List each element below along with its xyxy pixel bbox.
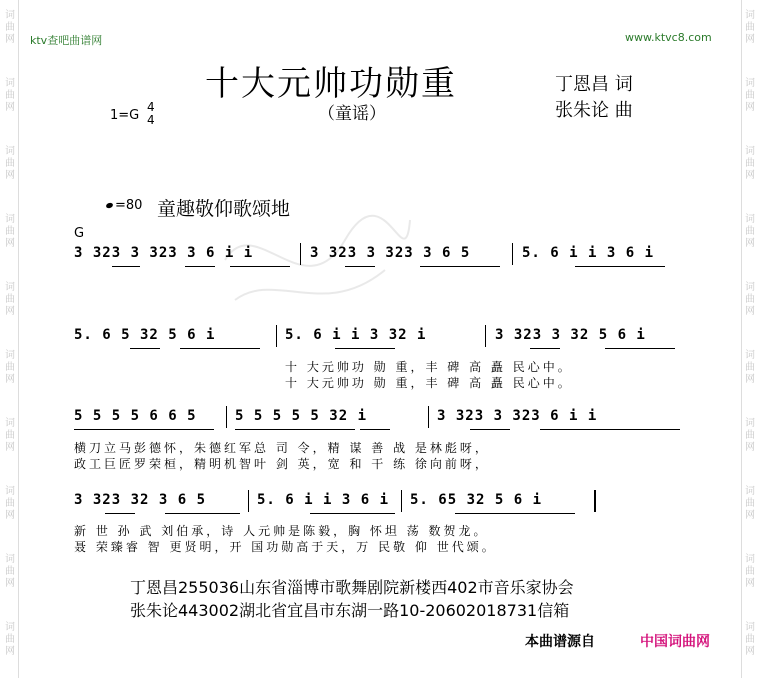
beam-line xyxy=(310,513,395,514)
side-watermark-block: 词 曲 网 xyxy=(5,350,15,385)
side-watermark-block: 词 曲 网 xyxy=(5,78,15,113)
score-measure: 3 323 3 323 3 6 5 xyxy=(310,245,471,261)
beam-line xyxy=(575,266,665,267)
score-measure: 3 323 3 323 6 i i xyxy=(437,408,598,424)
side-watermark-block: 词 曲 网 xyxy=(5,10,15,45)
tempo-marking xyxy=(106,198,142,213)
lyric-line: 新 世 孙 武 刘伯承，诗 人元帅是陈毅，胸 怀坦 荡 数贺龙。 xyxy=(74,524,489,538)
side-watermark-block: 词 曲 网 xyxy=(745,78,755,113)
footer-contact-lyricist: 丁恩昌255036山东省淄博市歌舞剧院新楼西402市音乐家协会 xyxy=(130,578,574,597)
composer-credit: 张朱论 曲 xyxy=(555,100,633,121)
beam-line xyxy=(605,348,675,349)
site-watermark-right: www.ktvc8.com xyxy=(625,31,712,44)
lyric-line: 十 大元帅功 勋 重，丰 碑 高 矗 民心中。 xyxy=(285,376,573,390)
beam-line xyxy=(230,266,290,267)
beam-line xyxy=(345,266,375,267)
lyric-line: 横刀立马彭德怀，朱德红军总 司 令，精 谋 善 战 是林彪呀， xyxy=(74,441,490,455)
time-signature xyxy=(147,101,155,127)
side-watermark-block: 词 曲 网 xyxy=(745,282,755,317)
side-watermark-block: 词 曲 网 xyxy=(5,146,15,181)
side-watermark-block: 词 曲 网 xyxy=(745,350,755,385)
bar-line xyxy=(276,325,277,347)
bar-line xyxy=(428,406,429,428)
beam-line xyxy=(335,348,395,349)
score-measure: 5 5 5 5 6 6 5 xyxy=(74,408,197,424)
score-measure: 3 323 3 323 3 6 i i xyxy=(74,245,254,261)
score-measure: 5. 6 5 32 5 6 i xyxy=(74,327,216,343)
side-watermark-block: 词 曲 网 xyxy=(745,554,755,589)
tempo-value: =80 xyxy=(115,198,143,213)
final-bar-line xyxy=(594,490,596,512)
beam-line xyxy=(530,348,560,349)
beam-line xyxy=(470,429,510,430)
lyric-line: 政工巨匠罗荣桓，精明机智叶 剑 英，宽 和 干 练 徐向前呀， xyxy=(74,457,490,471)
side-watermark-block: 词 曲 网 xyxy=(745,214,755,249)
side-watermark-block: 词 曲 网 xyxy=(5,282,15,317)
beam-line xyxy=(185,266,215,267)
side-watermark-block: 词 曲 网 xyxy=(745,10,755,45)
score-measure: 5. 6 i i 3 32 i xyxy=(285,327,427,343)
chord-symbol: G xyxy=(74,226,85,241)
source-label: 本曲谱源自 xyxy=(525,634,595,650)
beam-line xyxy=(540,429,680,430)
lyricist-credit: 丁恩昌 词 xyxy=(555,74,633,95)
bar-line xyxy=(300,243,301,265)
score-measure: 5. 6 i i 3 6 i xyxy=(257,492,390,508)
bar-line xyxy=(248,490,249,512)
beam-line xyxy=(455,513,575,514)
footer-contact-composer: 张朱论443002湖北省宜昌市东湖一路10-20602018731信箱 xyxy=(130,601,570,620)
beam-line xyxy=(130,348,160,349)
song-title: 十大元帅功勋重 xyxy=(205,64,457,104)
score-measure: 3 323 32 3 6 5 xyxy=(74,492,207,508)
beam-line xyxy=(360,429,390,430)
side-watermark-block: 词 曲 网 xyxy=(5,418,15,453)
song-subtitle: （童谣） xyxy=(318,104,386,124)
bar-line xyxy=(512,243,513,265)
source-brand: 中国词曲网 xyxy=(640,634,710,650)
score-measure: 3 323 3 32 5 6 i xyxy=(495,327,646,343)
beam-line xyxy=(420,266,500,267)
side-watermark-block: 词 曲 网 xyxy=(745,622,755,657)
quarter-note-icon xyxy=(105,202,113,209)
time-signature-bottom: 4 xyxy=(147,113,155,127)
side-watermark-block: 词 曲 网 xyxy=(5,622,15,657)
bar-line xyxy=(401,490,402,512)
expression-marking: 童趣敬仰歌颂地 xyxy=(157,198,291,220)
side-watermark-block: 词 曲 网 xyxy=(745,418,755,453)
beam-line xyxy=(105,513,135,514)
lyric-line: 聂 荣臻睿 智 更贤明，开 国功勋高于天，万 民敬 仰 世代颂。 xyxy=(74,540,497,554)
bar-line xyxy=(226,406,227,428)
beam-line xyxy=(74,429,214,430)
side-watermark-block: 词 曲 网 xyxy=(5,214,15,249)
beam-line xyxy=(180,348,260,349)
score-measure: 5 5 5 5 5 32 i xyxy=(235,408,368,424)
key-signature: 1=G xyxy=(110,108,140,123)
lyric-line: 十 大元帅功 勋 重，丰 碑 高 矗 民心中。 xyxy=(285,360,573,374)
beam-line xyxy=(165,513,240,514)
site-watermark-left: ktv查吧曲谱网 xyxy=(30,34,103,47)
bar-line xyxy=(485,325,486,347)
score-measure: 5. 6 i i 3 6 i xyxy=(522,245,655,261)
side-watermark-block: 词 曲 网 xyxy=(745,146,755,181)
time-signature-top: 4 xyxy=(147,100,155,114)
side-watermark-block: 词 曲 网 xyxy=(5,554,15,589)
side-watermark-block: 词 曲 网 xyxy=(745,486,755,521)
score-measure: 5. 65 32 5 6 i xyxy=(410,492,543,508)
side-watermark-block: 词 曲 网 xyxy=(5,486,15,521)
beam-line xyxy=(112,266,140,267)
beam-line xyxy=(235,429,355,430)
